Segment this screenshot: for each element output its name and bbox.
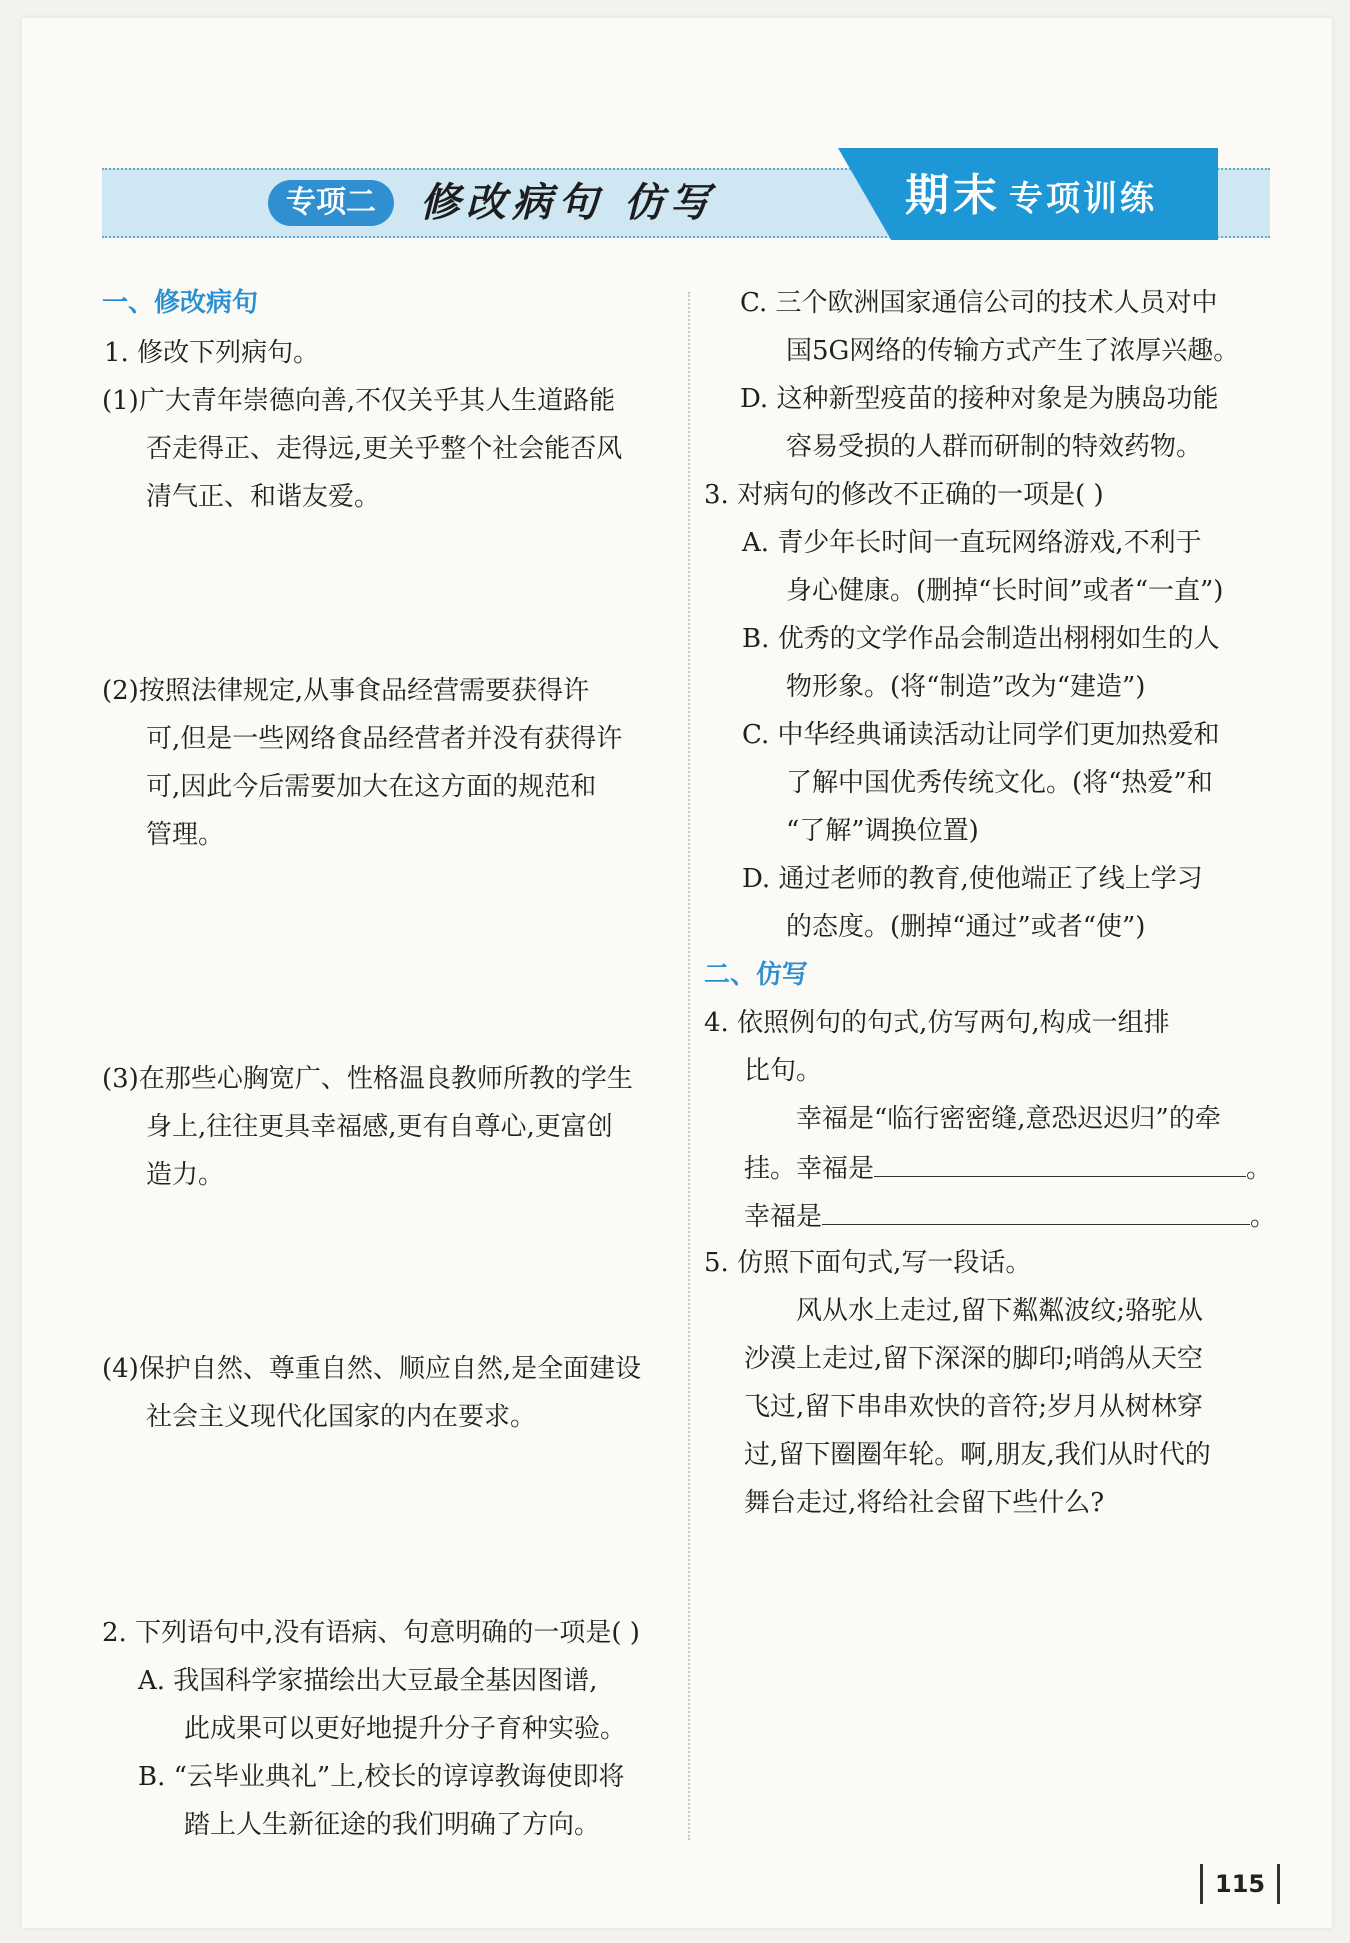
question-5-text: 风从水上走过,留下粼粼波纹;骆驼从 [796,1296,1204,1326]
answer-blank-1[interactable] [874,1148,1246,1177]
question-1-2-line: 可,因此今后需要加大在这方面的规范和 [146,772,597,802]
question-1-1-line: 否走得正、走得远,更关乎整个社会能否风 [146,434,623,464]
topic-badge: 专项二 [268,180,394,226]
section-heading-1: 一、修改病句 [102,288,259,318]
question-5-text: 过,留下圈圈年轮。啊,朋友,我们从时代的 [744,1440,1211,1470]
question-4: 4. 依照例句的句式,仿写两句,构成一组排 [704,1008,1170,1038]
question-3-option-c: 了解中国优秀传统文化。(将“热爱”和 [786,768,1213,798]
question-1-4-line: (4)保护自然、尊重自然、顺应自然,是全面建设 [102,1354,642,1384]
question-2-option-d: D. 这种新型疫苗的接种对象是为胰岛功能 [740,384,1219,414]
question-1-2-line: 管理。 [146,820,225,850]
header-title: 修改病句 仿写 [420,179,716,226]
question-4-prompt-1: 挂。幸福是 [744,1154,875,1184]
question-1-1-line: 清气正、和谐友爱。 [146,482,381,512]
question-5-text: 沙漠上走过,留下深深的脚印;哨鸽从天空 [744,1344,1204,1374]
question-2-option-a: 此成果可以更好地提升分子育种实验。 [184,1714,627,1744]
question-2-option-c: C. 三个欧洲国家通信公司的技术人员对中 [740,288,1218,318]
question-4-answer-line-1 [744,1148,1272,1188]
column-divider [688,292,690,1840]
section-heading-2: 二、仿写 [704,960,809,990]
question-1-3-line: (3)在那些心胸宽广、性格温良教师所教的学生 [102,1064,633,1094]
question-1-1-line: (1)广大青年崇德向善,不仅关乎其人生道路能 [102,386,616,416]
period-1: 。 [1246,1154,1273,1184]
question-1-3-line: 身上,往往更具幸福感,更有自尊心,更富创 [146,1112,613,1142]
question-1: 1. 修改下列病句。 [104,338,320,368]
question-4-prompt-2: 幸福是 [744,1202,823,1232]
page-number: 115 [1200,1864,1280,1904]
question-2-option-b: B. “云毕业典礼”上,校长的谆谆教诲使即将 [138,1762,625,1792]
answer-blank-2[interactable] [822,1196,1250,1225]
question-3-option-d: D. 通过老师的教育,使他端正了线上学习 [742,864,1203,894]
question-3: 3. 对病句的修改不正确的一项是( ) [704,480,1104,510]
banner-sub: 专项训练 [1009,179,1157,219]
banner-main: 期末 [905,170,1001,221]
question-3-option-b: B. 优秀的文学作品会制造出栩栩如生的人 [742,624,1220,654]
question-2: 2. 下列语句中,没有语病、句意明确的一项是( ) [102,1618,640,1648]
question-5-text: 舞台走过,将给社会留下些什么? [744,1488,1105,1518]
question-4-answer-line-2 [744,1196,1276,1236]
question-2-option-a: A. 我国科学家描绘出大豆最全基因图谱, [138,1666,598,1696]
question-4-example: 幸福是“临行密密缝,意恐迟迟归”的牵 [796,1104,1221,1134]
banner-text [905,166,1157,226]
question-5-text: 飞过,留下串串欢快的音符;岁月从树林穿 [744,1392,1204,1422]
question-3-option-c: “了解”调换位置) [786,816,979,846]
question-3-option-d: 的态度。(删掉“通过”或者“使”) [786,912,1146,942]
period-2: 。 [1250,1202,1277,1232]
question-2-option-b: 踏上人生新征途的我们明确了方向。 [184,1810,601,1840]
question-1-4-line: 社会主义现代化国家的内在要求。 [146,1402,537,1432]
question-5: 5. 仿照下面句式,写一段话。 [704,1248,1032,1278]
question-3-option-a: A. 青少年长时间一直玩网络游戏,不利于 [742,528,1202,558]
question-3-option-c: C. 中华经典诵读活动让同学们更加热爱和 [742,720,1220,750]
question-1-2-line: 可,但是一些网络食品经营者并没有获得许 [146,724,623,754]
question-1-2-line: (2)按照法律规定,从事食品经营需要获得许 [102,676,590,706]
question-1-3-line: 造力。 [146,1160,225,1190]
question-2-option-c: 国5G网络的传输方式产生了浓厚兴趣。 [786,336,1240,366]
question-2-option-d: 容易受损的人群而研制的特效药物。 [786,432,1203,462]
question-3-option-a: 身心健康。(删掉“长时间”或者“一直”) [786,576,1224,606]
question-3-option-b: 物形象。(将“制造”改为“建造”) [786,672,1146,702]
question-4: 比句。 [744,1056,823,1086]
